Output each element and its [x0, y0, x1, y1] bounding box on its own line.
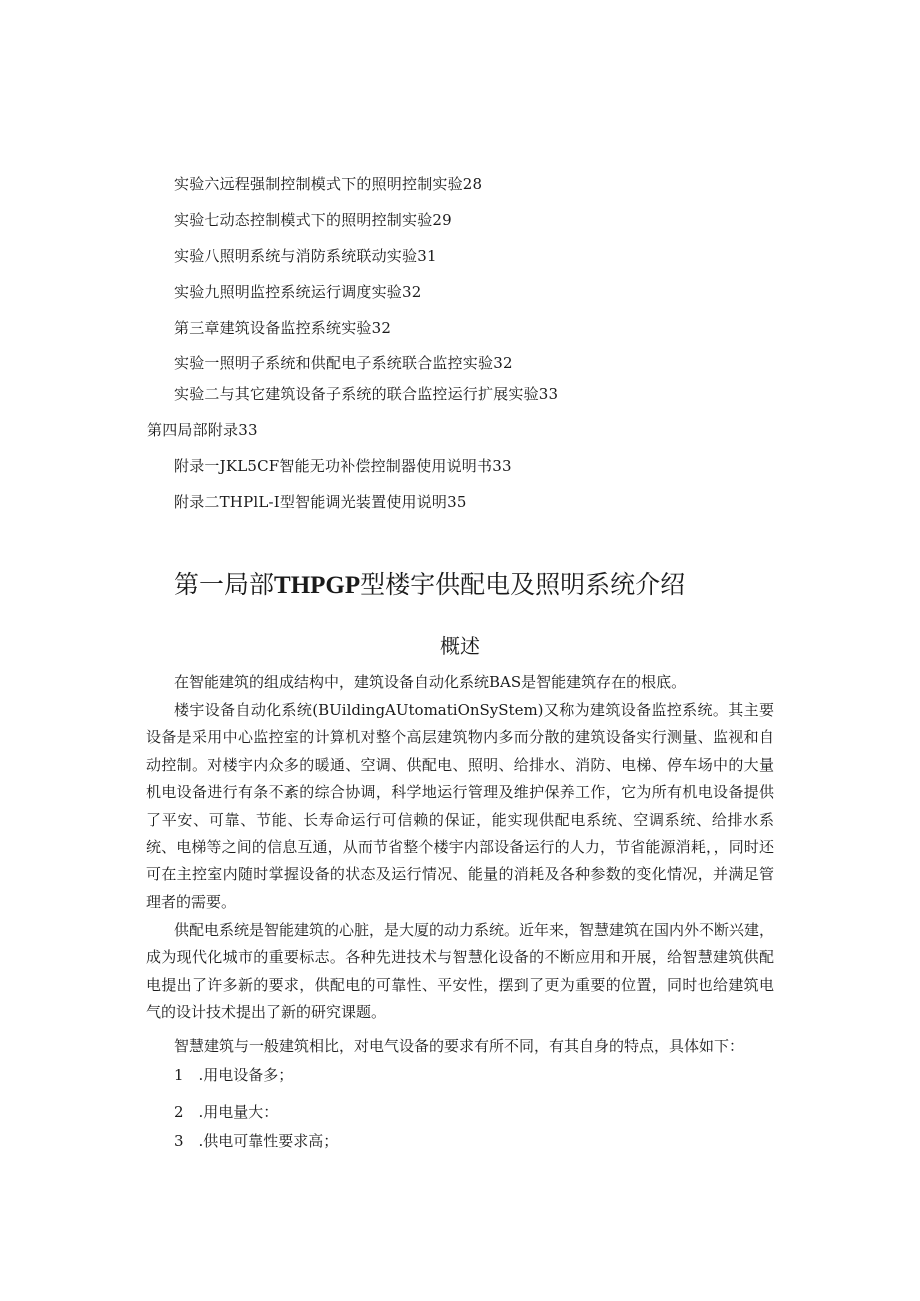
part-title	[174, 568, 685, 603]
toc-entry: 实验七动态控制模式下的照明控制实验29	[174, 211, 452, 229]
toc-entry-top-level: 第四局部附录33	[147, 421, 258, 439]
toc-entry: 附录二THPlL-I型智能调光装置使用说明35	[174, 493, 467, 511]
toc-entry: 实验六远程强制控制模式下的照明控制实验28	[174, 175, 483, 193]
toc-entry: 实验八照明系统与消防系统联动实验31	[174, 247, 437, 265]
section-title: 概述	[440, 634, 480, 658]
list-item: 3 .供电可靠性要求高；	[174, 1132, 339, 1150]
part-title-code: THPGP	[274, 572, 361, 599]
list-item: 2 .用电量大：	[174, 1103, 279, 1121]
list-item: 1 .用电设备多；	[174, 1066, 294, 1084]
toc-entry: 实验一照明子系统和供配电子系统联合监控实验32	[174, 354, 513, 372]
part-title-prefix: 第一局部	[174, 570, 275, 599]
toc-entry: 实验九照明监控系统运行调度实验32	[174, 283, 422, 301]
toc-entry: 第三章建筑设备监控系统实验32	[174, 319, 392, 337]
body-paragraph: 在智能建筑的组成结构中，建筑设备自动化系统BAS是智能建筑存在的根底。	[174, 673, 687, 691]
body-paragraph: 供配电系统是智能建筑的心脏，是大厦的动力系统。近年来，智慧建筑在国内外不断兴建，成为现代化城市的重要标志。各种先进技术与智慧化设备的不断应用和开展，给智慧建筑供配电提出了许多新的要求，供配电的可靠性、平安性，摆到了更为重要的位置，同时也给建筑电气的设计技术提出了新的研究课题。	[146, 921, 775, 1022]
toc-entry: 实验二与其它建筑设备子系统的联合监控运行扩展实验33	[174, 385, 559, 403]
body-paragraph: 智慧建筑与一般建筑相比，对电气设备的要求有所不同，有其自身的特点，具体如下：	[174, 1037, 745, 1055]
toc-entry: 附录一JKL5CF智能无功补偿控制器使用说明书33	[174, 457, 512, 475]
body-paragraph: 楼宇设备自动化系统(BUildingAUtomatiOnSyStem)又称为建筑设备监控系统。其主要设备是采用中心监控室的计算机对整个高层建筑物内多而分散的建筑设备实行测量、监视和自动控制。对楼宇内众多的暖通、空调、供配电、照明、给排水、消防、电梯、停车场中的大量机电设备进行有条不紊的综合协调，科学地运行管理及维护保养工作，它为所有机电设备提供了平安、可靠、节能、长寿命运行可信赖的保证，能实现供配电系统、空调系统、给排水系统、电梯等之间的信息互通，从而节省整个楼宇内部设备运行的人力，节省能源消耗，，同时还可在主控室内随时掌握设备的状态及运行情况、能量的消耗及各种参数的变化情况，并满足管理者的需要。	[146, 701, 774, 911]
part-title-suffix: 型楼宇供配电及照明系统介绍	[360, 570, 686, 599]
